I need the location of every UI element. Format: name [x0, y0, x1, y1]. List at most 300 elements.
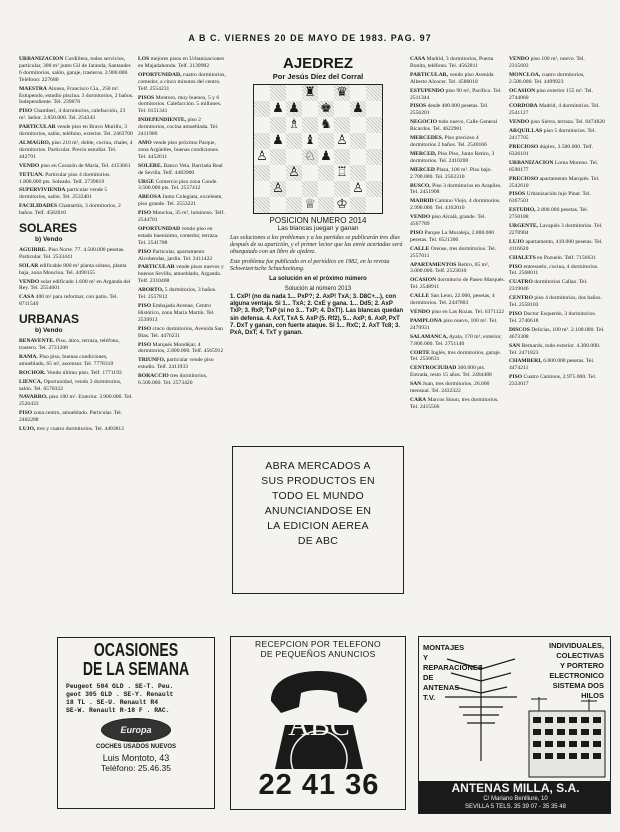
antenas-left-line: Y: [423, 653, 429, 662]
classified-ad: [509, 207, 605, 221]
board-square: [350, 85, 366, 101]
classified-ad: [19, 426, 134, 433]
classified-ad: [410, 230, 505, 244]
classified-keyword: MADRID: [410, 198, 434, 205]
classified-text: 5 dormitorios, 3 baños. Tel. 2557812: [138, 287, 217, 301]
classified-keyword: NAVARRO,: [19, 394, 48, 401]
classified-ad: [410, 277, 505, 291]
board-square: [334, 149, 350, 165]
classified-text: piso Alcalá, grande. Tel. 4567789: [410, 214, 486, 228]
classified-ad: [509, 128, 605, 142]
classified-keyword: CASA: [410, 56, 426, 62]
classified-keyword: ABEOSA: [138, 194, 162, 201]
classified-keyword: ABORTO,: [138, 287, 164, 294]
chess-piece-icon: ♙: [256, 149, 268, 164]
board-square: [270, 165, 286, 181]
classified-text: Chamartín, 3 dormitorios, 2 baños. Telf. 4582010: [19, 203, 121, 217]
ocasiones-ad: [57, 637, 215, 809]
chess-piece-icon: ♞: [320, 117, 332, 132]
classified-ad: [19, 140, 134, 161]
classified-text: apartamento, 410.000 pesetas. Tel. 4116620: [509, 238, 603, 252]
classified-keyword: VENDO: [19, 278, 40, 285]
classified-ad: [410, 262, 505, 276]
classified-text: Retiro, 65 m², 3.000.000. Telf. 2523010: [410, 261, 490, 275]
classified-text: solar edificado 1.600 m² en Arganda del Rey. Tel. 2554601: [19, 278, 131, 292]
chess-piece-icon: ♝: [304, 133, 316, 148]
classified-keyword: INDEPENDIENTE,: [138, 117, 187, 124]
chess-piece-icon: ♛: [336, 85, 348, 100]
classified-ad: [138, 373, 226, 387]
classified-keyword: PARTICULAR: [19, 124, 56, 131]
board-square: [270, 149, 286, 165]
classified-text: San Leon, 22.000, pesetas, 4 dormitorios. Tel. 2447803: [410, 293, 495, 307]
classified-text: Particular, apartamento Alcobendas, jardín. Tel. 2411422: [138, 248, 213, 262]
classified-keyword: PISO: [138, 325, 152, 332]
classified-ad: [509, 358, 605, 372]
classified-text: dormitorio de Paseo Marqués. Tel. 2548911: [410, 277, 505, 291]
antenas-right-line: COLECTIVAS: [556, 651, 604, 660]
classified-text: cuatro dormitorios, comedor, a cinco minutos del centro. Telf. 2554231: [138, 71, 226, 92]
chess-piece-icon: ♘: [304, 149, 316, 164]
classified-text: Marcos Sinon, tres dormitorios. Tel. 2415566: [410, 396, 499, 410]
classified-ad: [138, 264, 226, 285]
antenas-left-line: DE: [423, 673, 434, 682]
classified-text: Madrid, 3 dormitorios, Puerta Bonita, teléfono. Tel. 4562811: [410, 56, 494, 69]
board-square: [302, 197, 318, 213]
board-square: [350, 197, 366, 213]
classified-text: piso 2 dormitorios, cocina amueblada. Tel. 2411900: [138, 117, 219, 138]
classified-keyword: OCASION: [509, 87, 536, 94]
classified-keyword: VENDO: [410, 309, 431, 315]
classified-ad: [410, 103, 505, 117]
classified-keyword: TRIUNFO,: [138, 357, 166, 364]
board-square: [286, 149, 302, 165]
classified-text: piso nuevo, 100 m². Tel. 2479931: [410, 317, 498, 331]
antenas-right-line: INDIVIDUALES,: [548, 641, 604, 650]
classified-text: 300.000 pts. Entrada, resto 15 años. Tel. 2484488: [410, 365, 492, 379]
classified-ad: [410, 198, 505, 212]
board-square: [254, 181, 270, 197]
dealer-tagline: COCHES USADOS NUEVOS: [95, 744, 176, 750]
chess-intro-2: Este problema fue publicado en el periódico en 1982, en la revista Schweizerische Schachzeitung.: [230, 259, 390, 272]
classified-text: Inglés, tres dormitorios, garaje. Tel. 2556631: [410, 349, 502, 363]
classified-text: piso en Las Rozas. Tel. 6371122: [431, 309, 505, 315]
ocasiones-title: OCASIONES: [93, 640, 179, 660]
classifieds-column-1: [19, 56, 134, 616]
classified-keyword: RAMA.: [19, 353, 38, 360]
classified-text: tres dormitorios, 6.500.000. Tel. 2573420: [138, 373, 208, 387]
board-square: [318, 149, 334, 165]
ocasiones-line: geot 305 GLD . SE-Y. Renault: [66, 691, 174, 698]
chess-section: [230, 56, 406, 436]
board-square: [350, 101, 366, 117]
classified-text: tres y cuatro dormitorios. Tel. 4403812: [36, 426, 125, 433]
chess-piece-icon: ♟: [352, 101, 364, 116]
classified-text: Oportunidad, vendo 3 dormitorios, salón. Tel. 6570322: [19, 378, 122, 392]
classified-ad: [19, 294, 134, 308]
board-square: [270, 181, 286, 197]
classified-keyword: PISO: [509, 374, 523, 381]
classified-ad: [19, 247, 134, 261]
top-ads-list: [19, 56, 134, 217]
classified-keyword: PRECIOSO: [509, 143, 539, 150]
board-square: [366, 149, 382, 165]
abc-brand: ABC: [288, 709, 350, 742]
classified-text: Plaza, 100 m². Piso bajo. 2.700.000. Tel. 2562310: [410, 166, 492, 180]
classified-keyword: PISOS: [138, 94, 155, 101]
classified-keyword: ESTUPENDO: [410, 87, 445, 94]
classified-text: 6.800.000 pesetas. Tel. 4474211: [509, 358, 595, 372]
classified-text: vende piso próximo Parque, zona Argüelles, buenas condiciones. Tel. 4452611: [138, 139, 220, 160]
classified-text: particular vende piso estudio. Telf. 2411933: [138, 357, 214, 371]
board-square: [286, 197, 302, 213]
classified-keyword: PRECIOSO: [509, 175, 539, 182]
chess-piece-icon: ♟: [272, 101, 284, 116]
classified-keyword: AMO: [138, 139, 152, 146]
board-square: [334, 181, 350, 197]
chess-piece-icon: ♔: [336, 197, 348, 212]
classified-ad: [509, 223, 605, 237]
board-square: [318, 197, 334, 213]
classified-text: mejores pisos en Urbanizaciones en Majadahonda. Telf. 2139902: [138, 56, 225, 69]
classified-ad: [410, 397, 505, 411]
chess-piece-icon: ♙: [336, 133, 348, 148]
classified-keyword: VENDO: [410, 214, 431, 221]
classified-ad: [509, 103, 605, 117]
classified-text: Marqués Mondéjar, 4 dormitorios, 2.800.000. Telf. 4565912: [138, 341, 224, 355]
board-square: [270, 101, 286, 117]
classified-ad: [509, 374, 605, 388]
board-square: [254, 133, 270, 149]
section-subtitle-urbanas: b) Vendo: [35, 327, 63, 335]
classified-keyword: NEGOCIO: [410, 119, 438, 126]
classified-ad: [410, 151, 505, 165]
classified-ad: [509, 264, 605, 278]
ocasiones-line: Peugeot 504 GLD . SE-T. Peu.: [66, 683, 174, 690]
classified-ad: [509, 343, 605, 357]
antenas-right-line: HILOS: [581, 691, 604, 700]
board-square: [366, 165, 382, 181]
classified-keyword: PISO: [410, 229, 424, 236]
classified-keyword: PISO: [138, 248, 152, 255]
classified-text: Madrid, 4 dormitorios. Tel. 2541127: [509, 103, 600, 117]
classified-text: todo nuevo, Calle General Ricardos. Tel. 4622901: [410, 119, 498, 133]
board-square: [366, 181, 382, 197]
classified-text: piso 210 m², doble, cocina, chalet, 4 dormitorios. Particular. Precio estudiar. Tel. 442791: [19, 139, 133, 160]
classified-ad: [509, 239, 605, 253]
classified-ad: [19, 379, 134, 393]
classified-text: piso 90 m², Pacífico. Tel. 2511344: [410, 87, 502, 101]
board-square: [366, 85, 382, 101]
classified-text: Ayala, 170 m², exterior, 7.800.000. Tel. 2751140: [410, 333, 502, 347]
classified-text: Junto Colegiata, excelente, piso grande. Tel. 2553221: [138, 194, 223, 208]
classified-ad: [509, 255, 605, 262]
classified-keyword: MERCED: [410, 166, 435, 173]
classified-keyword: FACILIDADES: [19, 203, 58, 210]
classified-ad: [138, 226, 226, 247]
classifieds-column-2: [138, 56, 226, 616]
classified-ad: [509, 295, 605, 309]
abra-line: TODO EL MUNDO: [272, 490, 364, 502]
classified-keyword: CUATRO: [509, 279, 533, 286]
chess-piece-icon: ♗: [288, 117, 300, 132]
classified-keyword: TETUAN.: [19, 171, 44, 178]
board-square: [286, 165, 302, 181]
classified-ad: [138, 249, 226, 263]
classified-text: Banco Vela. Barriada Real de Sevilla. Telf. 4483900: [138, 162, 223, 176]
classified-keyword: CHALETS: [509, 254, 536, 261]
urbanas-list: [19, 338, 134, 433]
section-title-solares: SOLARES: [19, 221, 78, 236]
classified-ad: [509, 176, 605, 190]
classified-ad: [410, 365, 505, 379]
chess-piece-icon: ♙: [272, 181, 284, 196]
classified-text: cinco dormitorios, Avenida San Blas. Tel. 4476231: [138, 325, 223, 339]
classified-keyword: CARA: [410, 396, 427, 403]
classified-text: Chamberí, 4 dormitorios, calefacción, 23 m². Señor. 2.850.000. Tel. 254343: [19, 108, 126, 122]
classified-ad: [410, 334, 505, 348]
classified-text: Piso Norte. 77. 4.500.000 pesetas. Particular. Tel. 2533441: [19, 246, 125, 260]
classified-ad: [410, 56, 505, 70]
classified-keyword: CENTROCIUDAD: [410, 365, 457, 372]
classified-text: Alonso, Francisco Cia., 250 m². Estupendo, estudio piscina. 3 dormitorios, 2 baños. Independiente. Tel. 239678: [19, 85, 134, 106]
antenas-address: C/ Mariano Benlliure, 10: [483, 796, 548, 802]
dealer-logo: Europa: [101, 718, 171, 742]
classified-ad: [509, 88, 605, 102]
chess-piece-icon: ♙: [352, 181, 364, 196]
board-square: [302, 181, 318, 197]
chess-piece-icon: ♟: [288, 101, 300, 116]
classified-keyword: LUJO: [509, 238, 524, 245]
antenas-right-line: SISTEMA DOS: [552, 681, 604, 690]
classified-keyword: LOS: [138, 56, 150, 62]
classified-keyword: URGE: [138, 178, 155, 185]
position-title: POSICION NUMERO 2014: [269, 216, 367, 225]
classified-ad: [410, 183, 505, 197]
classified-text: entresuelo, cocina, 4 dormitorios. Tel. 2568011: [509, 263, 599, 277]
antenas-left-text: [423, 643, 483, 703]
board-square: [318, 85, 334, 101]
board-square: [318, 133, 334, 149]
classified-ad: [509, 311, 605, 325]
board-square: [286, 181, 302, 197]
classified-ad: [19, 187, 134, 201]
classified-keyword: AGUIRRE.: [19, 246, 47, 253]
telefono-line-2: DE PEQUEÑOS ANUNCIOS: [260, 649, 376, 659]
classified-keyword: APARTAMENTOS: [410, 261, 457, 268]
classified-text: Piso, ático, terraza, teléfono, trastero. Tel. 2731208: [19, 338, 120, 351]
classified-keyword: BUSCO,: [410, 182, 431, 189]
chess-piece-icon: ♖: [336, 165, 348, 180]
chess-piece-icon: ♚: [320, 101, 332, 116]
telefono-line-1: RECEPCION POR TELEFONO: [255, 639, 381, 649]
chess-intro: Las soluciones a los problemas y a las partidas se publicarán tres días después de su aparición, y el primer lector que las envíe acertadas será obsequiado con un libro de ajedrez.: [230, 235, 403, 255]
board-square: [318, 117, 334, 133]
classified-text: Particular piso 4 dormitorios. 1.800.000 pts. Soleado. Telf. 2739819: [19, 171, 111, 185]
classified-ad: [19, 56, 134, 84]
classified-keyword: PISO: [509, 263, 523, 270]
classified-ad: [19, 338, 134, 352]
classified-ad: [19, 108, 134, 122]
board-square: [318, 181, 334, 197]
classified-keyword: URBANIZACION: [19, 56, 64, 62]
board-square: [334, 85, 350, 101]
board-square: [302, 117, 318, 133]
next-solution-note: La solución en el próximo número: [269, 276, 367, 282]
board-square: [270, 133, 286, 149]
classified-ad: [19, 124, 134, 138]
classified-keyword: SAN: [509, 342, 521, 349]
classified-ad: [138, 140, 226, 161]
telefono-number-text: 22 41 36: [256, 769, 383, 801]
classified-keyword: BENAVENTE.: [19, 338, 55, 345]
classified-keyword: BORACCIO: [138, 373, 169, 380]
antenas-company-band: [419, 781, 611, 814]
antenas-phone: SEVILLA 5 TELS. 35 39 07 - 35 35 48: [465, 803, 566, 810]
classified-keyword: OPORTUNIDAD,: [138, 71, 182, 78]
board-square: [302, 149, 318, 165]
classified-text: piso 5 dormitorios. Tel. 2417705: [509, 128, 596, 142]
classified-text: Urbanización lujo Pinar. Tel. 6367501: [509, 191, 591, 205]
antenas-left-line: MONTAJES: [423, 643, 465, 652]
classified-keyword: PISOS: [509, 191, 526, 198]
classified-text: Parque La Moraleja, 2.800.000 pesetas. Tel. 6521300: [410, 229, 495, 243]
classified-keyword: CALLE: [410, 293, 430, 300]
classified-ad: [410, 119, 505, 133]
abra-mercados-ad: [232, 446, 404, 594]
classified-text: Vendo último piso. Telf. 1771193: [46, 369, 122, 376]
classified-ad: [509, 191, 605, 205]
board-square: [286, 85, 302, 101]
antenas-ad: [418, 636, 611, 814]
classified-keyword: URBANIZACION: [509, 159, 554, 166]
board-square: [366, 101, 382, 117]
board-square: [286, 101, 302, 117]
classified-text: Camino Viejo, 4 dormitorios. 2.990.000. Tel. 4162010: [410, 198, 501, 212]
classified-keyword: MERCEDES.: [410, 135, 444, 142]
board-square: [254, 117, 270, 133]
board-square: [350, 149, 366, 165]
classified-ad: [509, 327, 605, 341]
board-square: [350, 165, 366, 181]
classified-text: dormitorios Callao. Tel. 2319046: [509, 279, 588, 293]
classified-keyword: LIENCA,: [19, 378, 43, 385]
telefono-ad: [230, 636, 406, 810]
classified-ad: [19, 163, 134, 170]
classified-ad: [138, 72, 226, 93]
board-square: [286, 117, 302, 133]
classified-ad: [410, 309, 505, 316]
classified-text: vendo piso Avenida Alberto Alcocer. Tel. 4586010: [410, 71, 494, 85]
board-square: [254, 165, 270, 181]
classified-text: 2.800.000 pesetas. Tel. 2750188: [509, 207, 589, 221]
dealer-address: Luis Montoto, 43: [102, 753, 170, 763]
classified-text: piso Sierra, terraza. Tel. 8474820: [530, 119, 605, 126]
abra-line: DE ABC: [297, 535, 339, 547]
classified-ad: [138, 117, 226, 138]
classified-keyword: MONCLOA,: [509, 71, 541, 78]
classified-ad: [410, 135, 505, 149]
classified-ad: [410, 88, 505, 102]
classified-keyword: SAN: [410, 381, 422, 388]
antenas-left-line: ANTENAS: [423, 683, 460, 692]
ocasiones-subtitle: DE LA SEMANA: [82, 659, 190, 679]
classified-text: edificable 800 m² planta sótano, planta baja, zona Moncloa. Tel. 4490155: [19, 262, 127, 276]
classified-text: en Pozuelo. Telf. 7156631: [537, 254, 596, 261]
classified-text: Cuatro Caminos, 2.975.000. Tel. 2333017: [509, 374, 597, 388]
board-square: [254, 101, 270, 117]
board-square: [254, 149, 270, 165]
classified-ad: [19, 263, 134, 277]
classified-keyword: PARTICULAR: [138, 264, 175, 271]
chess-title: AJEDREZ: [282, 55, 353, 72]
board-square: [254, 197, 270, 213]
classified-ad: [509, 72, 605, 86]
classified-text: Moncloa, 35 m², luminoso. Telf. 2544701: [138, 210, 225, 224]
classified-keyword: ARQUILLAS: [509, 128, 543, 135]
classified-keyword: ESTUDIO,: [509, 207, 536, 214]
classified-ad: [138, 303, 226, 324]
classified-keyword: CALLE: [410, 245, 430, 252]
classified-ad: [509, 56, 605, 70]
antenas-company-name: ANTENAS MILLA, S.A.: [451, 781, 580, 795]
classified-keyword: LUJO,: [19, 426, 36, 433]
chess-piece-icon: ♕: [304, 197, 316, 212]
classified-keyword: CORTE: [410, 349, 430, 356]
classified-text: Lavapiés 3 dormitorios. Tel. 2270904: [509, 223, 603, 236]
classified-keyword: ALMAGRO,: [19, 139, 51, 146]
board-square: [318, 165, 334, 181]
classified-keyword: CORDOBA: [509, 103, 538, 110]
classified-text: 400 m² para reformar, con patio. Tel. 8711540: [19, 294, 118, 308]
classified-ad: [410, 381, 505, 395]
classified-ad: [138, 357, 226, 371]
solution-text: 1. CxP! (no da nada 1... PxP?; 2. AxP! TxA; 3. D8C+...), con alguna ventaja. Si 1... TxA; 2. CxE y gana. 1... Dd5; 2. AxP TxP; 3. RxP, TxP (si no 3... TxP; 4. DxT!). Las blancas quedan sin defensa. 4. AxT, TxA 5. AxP (5. Rf2), 5... AxP; 6. AxP, PxT 7. DxT y ganan, con fuerte ataque. Si 1... RxC; 2. AxT Tc8; 3. PxA, DxT; 4. TxT y ganan.: [230, 294, 404, 337]
classified-ad: [509, 160, 605, 174]
classified-keyword: PISOS: [410, 103, 427, 110]
classified-text: Doctor Esquerdo, 3 dormitorios. Tel. 2746618: [509, 311, 597, 324]
section-title-urbanas: URBANAS: [19, 312, 79, 327]
solares-list: [19, 247, 134, 308]
classified-text: Cordillera, todos servicios, particular, 300 m² junto Gil de Jaranda, Santander. 6 dormitorios, salón, garaje, trasteros. 2.900.000. Teléfono: 227680: [19, 56, 132, 83]
board-square: [334, 165, 350, 181]
classified-keyword: PARTICULAR,: [410, 71, 449, 78]
board-square: [334, 197, 350, 213]
classified-text: vendo piso en estado buenísimo, comedor, terraza. Tel. 2541788: [138, 225, 219, 246]
classified-text: Embajada Avenue, Centro Histórico, zona María Martín. Tel. 2539913: [138, 303, 215, 323]
classified-ad: [509, 144, 605, 158]
classified-ad: [19, 203, 134, 217]
board-square: [366, 117, 382, 133]
classified-ad: [19, 410, 134, 424]
classified-text: desde 400.000 pesetas. Tel. 2556201: [410, 103, 489, 117]
classified-keyword: SUPERVIVIENDA: [19, 187, 66, 194]
classified-ad: [138, 210, 226, 224]
board-square: [286, 133, 302, 149]
board-square: [254, 85, 270, 101]
board-square: [334, 101, 350, 117]
board-square: [302, 101, 318, 117]
board-square: [350, 181, 366, 197]
classified-text: particular vende 5 dormitorios, salón. Tel. 2533401: [19, 187, 108, 201]
classified-text: piso 4 dormitorios, dos baños. Tel. 2558103: [509, 295, 602, 309]
classified-keyword: VENDO: [509, 119, 530, 126]
chess-piece-icon: ♟: [320, 149, 332, 164]
classified-keyword: SOLAR: [19, 262, 39, 269]
classified-keyword: SALAMANCA,: [410, 333, 448, 340]
classified-ad: [138, 95, 226, 116]
classifieds-column-5: [509, 56, 605, 616]
